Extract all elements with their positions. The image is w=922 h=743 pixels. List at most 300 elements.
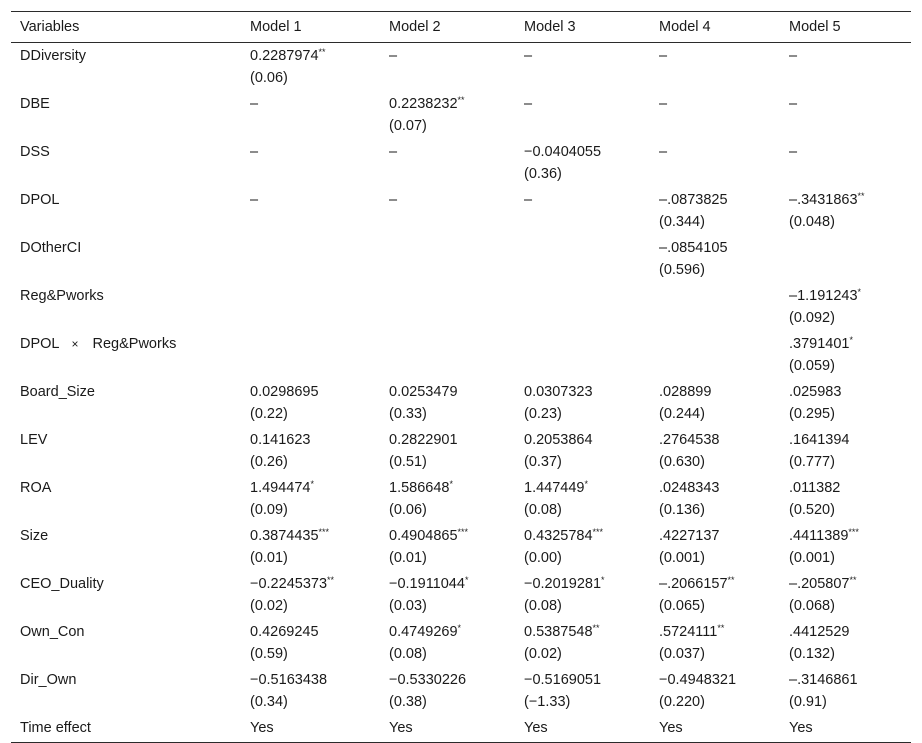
- coefficient: [250, 621, 380, 643]
- model-1-cell: [241, 523, 380, 571]
- table-row: [11, 571, 911, 619]
- coefficient: [524, 93, 650, 115]
- p-value: (0.91): [789, 694, 827, 710]
- variable-name: CEO_Duality: [20, 576, 104, 592]
- table-row: [11, 475, 911, 523]
- coefficient: [789, 669, 911, 691]
- model-3-cell: [515, 283, 650, 331]
- coefficient-value: −0.5169051: [524, 672, 602, 688]
- coefficient: [659, 381, 780, 403]
- p-value: (0.777): [789, 454, 835, 470]
- model-5-cell: [780, 139, 911, 187]
- coefficient: [250, 189, 380, 211]
- coefficient-value: 0.4749269: [389, 624, 458, 640]
- variable-name: DPOL: [20, 192, 60, 208]
- model-1-cell: [241, 571, 380, 619]
- header-model-1: Model 1: [241, 12, 380, 43]
- coefficient: [659, 237, 780, 259]
- coefficient: [250, 525, 380, 547]
- coefficient: [659, 93, 780, 115]
- coefficient-value: .025983: [789, 384, 842, 400]
- p-value: (0.03): [389, 598, 427, 614]
- row-label: [11, 331, 241, 379]
- model-3-cell: [515, 475, 650, 523]
- model-2-cell: [380, 619, 515, 667]
- header-model-5: Model 5: [780, 12, 911, 43]
- coefficient: [789, 93, 911, 115]
- coefficient: [789, 45, 911, 67]
- coefficient: [659, 717, 780, 739]
- p-value: (0.23): [524, 406, 562, 422]
- row-label: [11, 571, 241, 619]
- coefficient-value: –.2066157: [659, 576, 728, 592]
- significance-stars: ***: [592, 527, 604, 537]
- coefficient-value: –: [524, 48, 533, 64]
- model-1-cell: [241, 235, 380, 283]
- coefficient-value: .4411389: [789, 528, 849, 544]
- coefficient: [524, 621, 650, 643]
- model-4-cell: [650, 571, 780, 619]
- p-value: (0.344): [659, 214, 705, 230]
- significance-stars: *: [449, 479, 453, 489]
- coefficient-value: Yes: [659, 720, 683, 736]
- coefficient-value: .1641394: [789, 432, 850, 448]
- model-5-cell: [780, 283, 911, 331]
- model-1-cell: [241, 619, 380, 667]
- significance-stars: **: [857, 191, 865, 201]
- p-value: (0.596): [659, 262, 705, 278]
- significance-stars: **: [318, 47, 326, 57]
- coefficient: [789, 141, 911, 163]
- coefficient: [389, 669, 515, 691]
- coefficient-value: 0.4904865: [389, 528, 458, 544]
- row-label: [11, 43, 241, 92]
- coefficient-value: .028899: [659, 384, 712, 400]
- coefficient-value: .3791401: [789, 336, 850, 352]
- p-value: (0.068): [789, 598, 835, 614]
- model-5-cell: [780, 235, 911, 283]
- model-1-cell: [241, 139, 380, 187]
- coefficient-value: Yes: [789, 720, 813, 736]
- model-4-cell: [650, 139, 780, 187]
- coefficient-value: 0.2822901: [389, 432, 458, 448]
- p-value: (0.048): [789, 214, 835, 230]
- model-4-cell: [650, 187, 780, 235]
- row-label: [11, 235, 241, 283]
- model-3-cell: [515, 379, 650, 427]
- coefficient: [389, 381, 515, 403]
- coefficient: [250, 45, 380, 67]
- model-2-cell: [380, 523, 515, 571]
- coefficient-value: –: [789, 96, 798, 112]
- row-label: [11, 427, 241, 475]
- coefficient: [250, 717, 380, 739]
- table-row: [11, 619, 911, 667]
- p-value: (0.06): [389, 502, 427, 518]
- coefficient: [659, 477, 780, 499]
- model-4-cell: [650, 235, 780, 283]
- variable-name: ROA: [20, 480, 52, 496]
- coefficient-value: –.3146861: [789, 672, 858, 688]
- table-header: [11, 12, 911, 43]
- coefficient-value: –: [250, 192, 259, 208]
- table-row: [11, 187, 911, 235]
- row-label: [11, 619, 241, 667]
- coefficient: [789, 525, 911, 547]
- coefficient: [789, 429, 911, 451]
- model-2-cell: [380, 379, 515, 427]
- model-4-cell: [650, 667, 780, 715]
- model-3-cell: [515, 571, 650, 619]
- p-value: (0.220): [659, 694, 705, 710]
- p-value: (0.34): [250, 694, 288, 710]
- header-model-4: Model 4: [650, 12, 780, 43]
- significance-stars: *: [310, 479, 314, 489]
- p-value: (0.01): [389, 550, 427, 566]
- significance-stars: ***: [457, 527, 469, 537]
- row-label: [11, 139, 241, 187]
- coefficient-value: −0.0404055: [524, 144, 602, 160]
- coefficient-value: Yes: [250, 720, 274, 736]
- row-label: [11, 187, 241, 235]
- p-value: (0.065): [659, 598, 705, 614]
- coefficient: [659, 45, 780, 67]
- coefficient: [389, 573, 515, 595]
- coefficient: [659, 525, 780, 547]
- model-5-cell: [780, 91, 911, 139]
- model-5-cell: [780, 43, 911, 92]
- table-row: [11, 427, 911, 475]
- coefficient-value: –: [389, 192, 398, 208]
- coefficient: [250, 573, 380, 595]
- coefficient-value: –: [789, 144, 798, 160]
- coefficient-value: –: [389, 144, 398, 160]
- significance-stars: ***: [318, 527, 330, 537]
- p-value: (0.22): [250, 406, 288, 422]
- model-1-cell: [241, 379, 380, 427]
- variable-name: DDiversity: [20, 48, 87, 64]
- p-value: (0.630): [659, 454, 705, 470]
- coefficient: [250, 429, 380, 451]
- p-value: (0.244): [659, 406, 705, 422]
- significance-stars: *: [849, 335, 853, 345]
- coefficient: [789, 333, 911, 355]
- coefficient: [389, 525, 515, 547]
- model-5-cell: [780, 523, 911, 571]
- coefficient: [659, 669, 780, 691]
- coefficient: [524, 189, 650, 211]
- coefficient-value: 1.494474: [250, 480, 311, 496]
- model-2-cell: [380, 283, 515, 331]
- coefficient-value: 0.0307323: [524, 384, 593, 400]
- model-5-cell: [780, 379, 911, 427]
- coefficient: [250, 669, 380, 691]
- row-label: [11, 475, 241, 523]
- significance-stars: **: [327, 575, 335, 585]
- table-row: [11, 139, 911, 187]
- model-2-cell: [380, 475, 515, 523]
- significance-stars: **: [592, 623, 600, 633]
- coefficient-value: 1.447449: [524, 480, 585, 496]
- model-4-cell: [650, 523, 780, 571]
- coefficient: [389, 93, 515, 115]
- coefficient-value: –.0873825: [659, 192, 728, 208]
- p-value: (0.08): [524, 502, 562, 518]
- row-label: [11, 667, 241, 715]
- variable-name: Size: [20, 528, 49, 544]
- coefficient-value: .4412529: [789, 624, 850, 640]
- model-2-cell: [380, 43, 515, 92]
- model-2-cell: [380, 91, 515, 139]
- model-4-cell: [650, 619, 780, 667]
- coefficient: [250, 477, 380, 499]
- model-4-cell: [650, 379, 780, 427]
- p-value: (−1.33): [524, 694, 571, 710]
- model-5-cell: [780, 331, 911, 379]
- coefficient-value: Yes: [389, 720, 413, 736]
- coefficient-value: Yes: [524, 720, 548, 736]
- table-row: [11, 667, 911, 715]
- coefficient: [524, 429, 650, 451]
- coefficient-value: .0248343: [659, 480, 720, 496]
- header-variables: Variables: [11, 12, 241, 43]
- coefficient-value: .2764538: [659, 432, 720, 448]
- p-value: (0.33): [389, 406, 427, 422]
- significance-stars: **: [727, 575, 735, 585]
- row-label: [11, 523, 241, 571]
- coefficient: [250, 141, 380, 163]
- p-value: (0.037): [659, 646, 705, 662]
- p-value: (0.001): [659, 550, 705, 566]
- coefficient: [789, 621, 911, 643]
- coefficient-value: –.3431863: [789, 192, 858, 208]
- model-3-cell: [515, 427, 650, 475]
- p-value: (0.02): [250, 598, 288, 614]
- variable-name: Reg&Pworks: [92, 336, 177, 352]
- model-2-cell: [380, 139, 515, 187]
- coefficient-value: –: [659, 48, 668, 64]
- coefficient: [524, 717, 650, 739]
- significance-stars: **: [849, 575, 857, 585]
- coefficient: [389, 717, 515, 739]
- coefficient: [524, 669, 650, 691]
- table-row: [11, 523, 911, 571]
- model-1-cell: [241, 283, 380, 331]
- p-value: (0.01): [250, 550, 288, 566]
- model-3-cell: [515, 235, 650, 283]
- model-4-cell: [650, 283, 780, 331]
- coefficient-value: .4227137: [659, 528, 720, 544]
- model-5-cell: [780, 667, 911, 715]
- model-5-cell: [780, 427, 911, 475]
- coefficient-value: 0.0253479: [389, 384, 458, 400]
- header-row: [11, 12, 911, 43]
- p-value: (0.136): [659, 502, 705, 518]
- significance-stars: **: [717, 623, 725, 633]
- model-3-cell: [515, 91, 650, 139]
- p-value: (0.36): [524, 166, 562, 182]
- coefficient-value: –: [250, 144, 259, 160]
- variable-name: Reg&Pworks: [20, 288, 104, 304]
- model-2-cell: [380, 667, 515, 715]
- variable-name: Own_Con: [20, 624, 85, 640]
- variable-name: DOtherCI: [20, 240, 82, 256]
- p-value: (0.26): [250, 454, 288, 470]
- variable-name: DPOL: [20, 336, 60, 352]
- model-1-cell: [241, 187, 380, 235]
- variable-name: Dir_Own: [20, 672, 77, 688]
- model-1-cell: [241, 475, 380, 523]
- p-value: (0.59): [250, 646, 288, 662]
- coefficient-value: 0.2287974: [250, 48, 319, 64]
- coefficient: [789, 573, 911, 595]
- coefficient: [250, 381, 380, 403]
- row-label: [11, 379, 241, 427]
- model-2-cell: [380, 427, 515, 475]
- coefficient: [524, 141, 650, 163]
- coefficient-value: −0.4948321: [659, 672, 737, 688]
- coefficient-value: 0.141623: [250, 432, 311, 448]
- model-4-cell: [650, 91, 780, 139]
- coefficient-value: .5724111: [659, 624, 718, 640]
- table-body: [11, 43, 911, 743]
- coefficient: [389, 477, 515, 499]
- coefficient-value: –.0854105: [659, 240, 728, 256]
- regression-table: [11, 11, 911, 743]
- model-3-cell: [515, 187, 650, 235]
- coefficient: [789, 477, 911, 499]
- coefficient-value: –: [524, 96, 533, 112]
- variable-name: DSS: [20, 144, 50, 160]
- table-row: [11, 235, 911, 283]
- coefficient-value: –: [789, 48, 798, 64]
- header-model-3: Model 3: [515, 12, 650, 43]
- coefficient-value: 0.0298695: [250, 384, 319, 400]
- p-value: (0.09): [250, 502, 288, 518]
- model-3-cell: [515, 139, 650, 187]
- coefficient: [389, 429, 515, 451]
- coefficient: [389, 189, 515, 211]
- p-value: (0.132): [789, 646, 835, 662]
- p-value: (0.295): [789, 406, 835, 422]
- p-value: (0.07): [389, 118, 427, 134]
- coefficient-value: –: [250, 96, 259, 112]
- coefficient-value: −0.2245373: [250, 576, 328, 592]
- model-5-cell: [780, 571, 911, 619]
- model-4-cell: [650, 43, 780, 92]
- table-row: [11, 331, 911, 379]
- coefficient: [659, 573, 780, 595]
- significance-stars: **: [457, 95, 465, 105]
- header-model-2: Model 2: [380, 12, 515, 43]
- significance-stars: *: [464, 575, 469, 585]
- table-row: [11, 91, 911, 139]
- coefficient-value: –: [659, 96, 668, 112]
- variable-name: LEV: [20, 432, 48, 448]
- model-1-cell: [241, 43, 380, 92]
- coefficient-value: 0.2238232: [389, 96, 458, 112]
- model-3-cell: [515, 619, 650, 667]
- coefficient: [524, 381, 650, 403]
- model-2-cell: [380, 187, 515, 235]
- coefficient-value: −0.1911044: [389, 576, 465, 592]
- coefficient: [789, 717, 911, 739]
- model-2-cell: [380, 571, 515, 619]
- model-3-cell: [515, 331, 650, 379]
- coefficient: [789, 189, 911, 211]
- coefficient-value: 0.5387548: [524, 624, 593, 640]
- p-value: (0.00): [524, 550, 562, 566]
- row-label: [11, 91, 241, 139]
- coefficient-value: −0.5163438: [250, 672, 328, 688]
- model-1-cell: [241, 427, 380, 475]
- coefficient: [659, 141, 780, 163]
- significance-stars: ***: [848, 527, 859, 537]
- model-1-cell: [241, 331, 380, 379]
- coefficient: [524, 525, 650, 547]
- coefficient: [789, 285, 911, 307]
- p-value: (0.38): [389, 694, 427, 710]
- p-value: (0.51): [389, 454, 427, 470]
- table-row: [11, 283, 911, 331]
- model-2-cell: [380, 235, 515, 283]
- model-5-cell: [780, 475, 911, 523]
- coefficient: [524, 45, 650, 67]
- model-1-cell: [241, 667, 380, 715]
- p-value: (0.02): [524, 646, 562, 662]
- coefficient-value: −0.2019281: [524, 576, 602, 592]
- coefficient: [789, 381, 911, 403]
- p-value: (0.092): [789, 310, 835, 326]
- coefficient: [524, 477, 650, 499]
- model-4-cell: [650, 427, 780, 475]
- coefficient: [659, 621, 780, 643]
- coefficient: [250, 93, 380, 115]
- coefficient-value: 0.4325784: [524, 528, 593, 544]
- interaction-operator: ×: [71, 337, 79, 351]
- p-value: (0.001): [789, 550, 835, 566]
- p-value: (0.37): [524, 454, 562, 470]
- coefficient-value: −0.5330226: [389, 672, 467, 688]
- coefficient-value: –: [659, 144, 668, 160]
- model-3-cell: [515, 667, 650, 715]
- coefficient-value: –: [389, 48, 398, 64]
- variable-name: Board_Size: [20, 384, 95, 400]
- coefficient-value: 1.586648: [389, 480, 450, 496]
- table-row: [11, 379, 911, 427]
- significance-stars: *: [584, 479, 588, 489]
- model-5-cell: [780, 187, 911, 235]
- p-value: (0.059): [789, 358, 835, 374]
- model-2-cell: [380, 331, 515, 379]
- table-row: [11, 43, 911, 92]
- coefficient-value: –: [524, 192, 533, 208]
- significance-stars: *: [457, 623, 462, 633]
- model-3-cell: [515, 523, 650, 571]
- p-value: (0.520): [789, 502, 835, 518]
- coefficient: [659, 429, 780, 451]
- coefficient: [524, 573, 650, 595]
- model-4-cell: [650, 475, 780, 523]
- variable-name: Time effect: [20, 720, 91, 736]
- p-value: (0.06): [250, 70, 288, 86]
- coefficient-value: –.205807: [789, 576, 850, 592]
- coefficient-value: 0.4269245: [250, 624, 319, 640]
- significance-stars: *: [857, 287, 862, 297]
- model-5-cell: [780, 619, 911, 667]
- model-3-cell: [515, 43, 650, 92]
- coefficient: [389, 141, 515, 163]
